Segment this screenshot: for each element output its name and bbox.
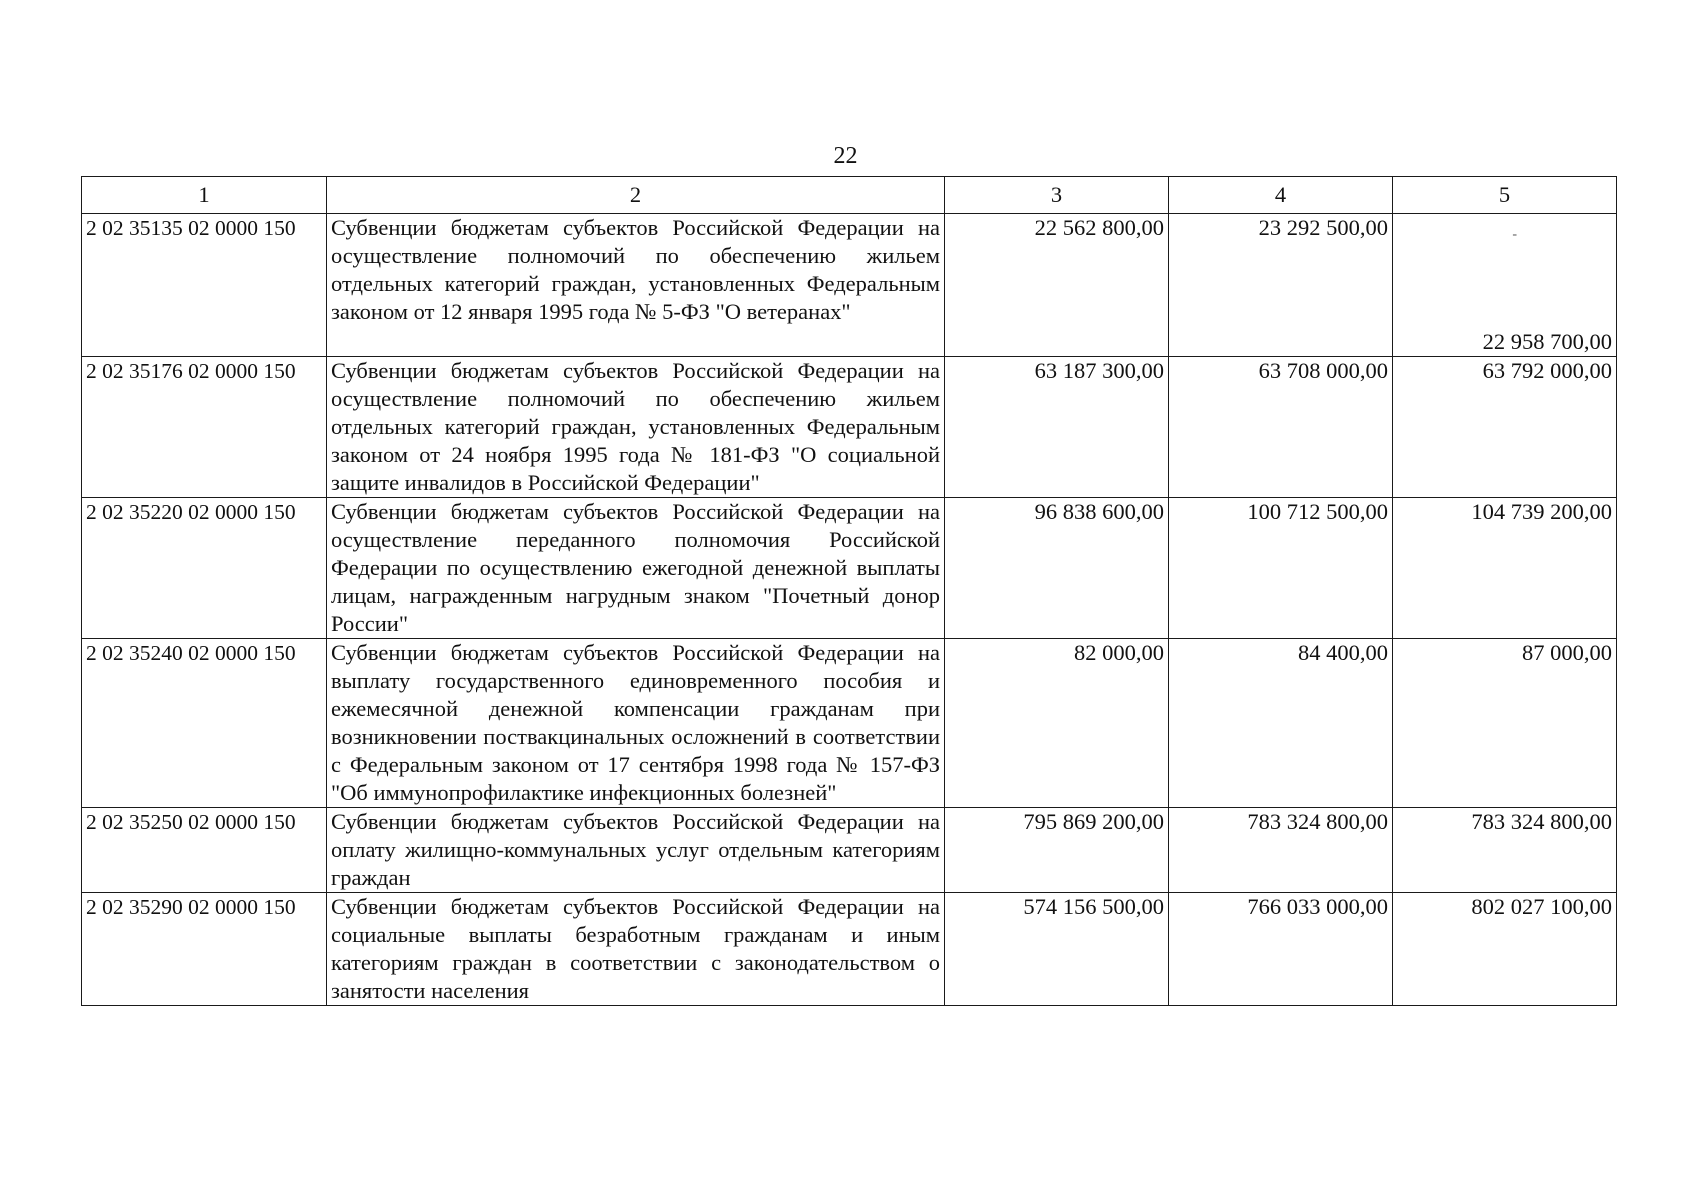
table-row bbox=[82, 893, 1617, 1006]
table-row bbox=[82, 808, 1617, 893]
header-col-3: 3 bbox=[945, 177, 1169, 214]
amount-col-5: 783 324 800,00 bbox=[1393, 808, 1617, 893]
table-header bbox=[82, 177, 1617, 214]
amount-col-4: 23 292 500,00 bbox=[1169, 214, 1393, 357]
amount-col-4: 84 400,00 bbox=[1169, 639, 1393, 808]
table-row bbox=[82, 357, 1617, 498]
amount-col-4: 63 708 000,00 bbox=[1169, 357, 1393, 498]
header-row bbox=[82, 177, 1617, 214]
budget-table bbox=[81, 176, 1617, 1006]
budget-code: 2 02 35250 02 0000 150 bbox=[82, 808, 327, 893]
description: Субвенции бюджетам субъектов Российской Федерации на осуществление переданного полномочия Российской Федерации по осуществлению ежегодной денежной выплаты лицам, награжденным нагрудным знаком "Почетный донор России" bbox=[327, 498, 945, 639]
amount-col-3: 63 187 300,00 bbox=[945, 357, 1169, 498]
page-number: 22 bbox=[833, 143, 858, 169]
amount-col-4: 100 712 500,00 bbox=[1169, 498, 1393, 639]
description: Субвенции бюджетам субъектов Российской Федерации на оплату жилищно-коммунальных услуг отдельным категориям граждан bbox=[327, 808, 945, 893]
budget-code: 2 02 35220 02 0000 150 bbox=[82, 498, 327, 639]
header-col-4: 4 bbox=[1169, 177, 1393, 214]
amount-col-4: 783 324 800,00 bbox=[1169, 808, 1393, 893]
table-row bbox=[82, 214, 1617, 357]
budget-code: 2 02 35240 02 0000 150 bbox=[82, 639, 327, 808]
header-col-2: 2 bbox=[327, 177, 945, 214]
budget-code: 2 02 35290 02 0000 150 bbox=[82, 893, 327, 1006]
budget-code: 2 02 35176 02 0000 150 bbox=[82, 357, 327, 498]
amount-col-5: 104 739 200,00 bbox=[1393, 498, 1617, 639]
table-body bbox=[82, 214, 1617, 1006]
dash-mark: - bbox=[1512, 227, 1517, 242]
amount-col-3: 574 156 500,00 bbox=[945, 893, 1169, 1006]
description: Субвенции бюджетам субъектов Российской Федерации на социальные выплаты безработным гражданам и иным категориям граждан в соответствии с законодательством о занятости населения bbox=[327, 893, 945, 1006]
table-row bbox=[82, 639, 1617, 808]
amount-col-3: 96 838 600,00 bbox=[945, 498, 1169, 639]
amount-col-5: 22 958 700,00 bbox=[1482, 329, 1612, 354]
amount-col-3: 795 869 200,00 bbox=[945, 808, 1169, 893]
description: Субвенции бюджетам субъектов Российской Федерации на осуществление полномочий по обеспечению жильем отдельных категорий граждан, установленных Федеральным законом от 12 января 1995 года № 5-ФЗ "О ветеранах" bbox=[327, 214, 945, 357]
description: Субвенции бюджетам субъектов Российской Федерации на осуществление полномочий по обеспечению жильем отдельных категорий граждан, установленных Федеральным законом от 24 ноября 1995 года № 181-ФЗ "О социальной защите инвалидов в Российской Федерации" bbox=[327, 357, 945, 498]
amount-col-5: 63 792 000,00 bbox=[1393, 357, 1617, 498]
budget-code: 2 02 35135 02 0000 150 bbox=[82, 214, 327, 357]
header-col-1: 1 bbox=[82, 177, 327, 214]
description: Субвенции бюджетам субъектов Российской Федерации на выплату государственного единовременного пособия и ежемесячной денежной компенсации гражданам при возникновении поствакцинальных осложнений в соответствии с Федеральным законом от 17 сентября 1998 года № 157-ФЗ "Об иммунопрофилактике инфекционных болезней" bbox=[327, 639, 945, 808]
amount-col-5-cell bbox=[1393, 214, 1617, 357]
amount-col-4: 766 033 000,00 bbox=[1169, 893, 1393, 1006]
amount-col-5: 87 000,00 bbox=[1393, 639, 1617, 808]
header-col-5: 5 bbox=[1393, 177, 1617, 214]
amount-col-3: 82 000,00 bbox=[945, 639, 1169, 808]
amount-col-3: 22 562 800,00 bbox=[945, 214, 1169, 357]
table-row bbox=[82, 498, 1617, 639]
amount-col-5: 802 027 100,00 bbox=[1393, 893, 1617, 1006]
